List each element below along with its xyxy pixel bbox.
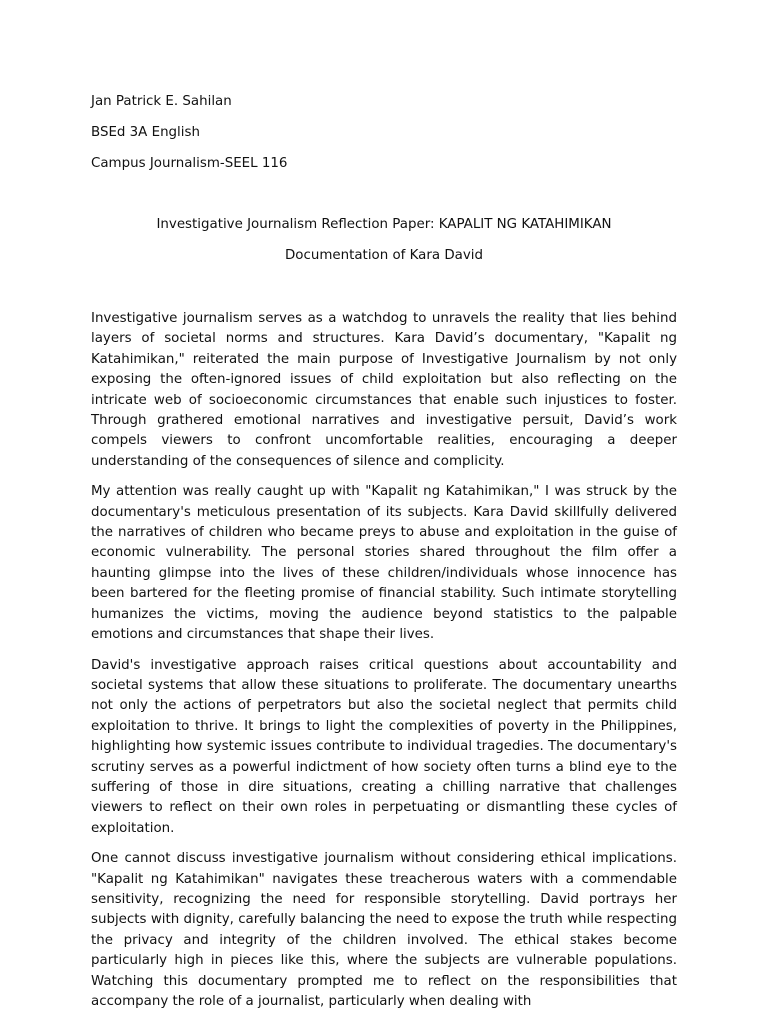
paragraph-1: Investigative journalism serves as a watchdog to unravels the reality that lies behind layers of societal norms and structures. Kara David’s documentary, "Kapalit ng Katahimikan," reiterated the main purpose of Investigative Journalism by not only exposing the often-ignored issues of child exploitation but also reflecting on the intricate web of socioeconomic circumstances that enable such injustices to foster. Through grathered emotional narratives and investigative persuit, David’s work compels viewers to confront uncomfortable realities, encouraging a deeper understanding of the consequences of silence and complicity. <box>91 311 677 469</box>
paragraph-2: My attention was really caught up with "Kapalit ng Katahimikan," I was struck by the documentary's meticulous presentation of its subjects. Kara David skillfully delivered the narratives of children who became preys to abuse and exploitation in the guise of economic vulnerability. The personal stories shared throughout the film offer a haunting glimpse into the lives of these children/individuals whose innocence has been bartered for the fleeting promise of financial stability. Such intimate storytelling humanizes the victims, moving the audience beyond statistics to the palpable emotions and circumstances that shape their lives. <box>91 484 677 643</box>
body-text <box>91 309 677 1009</box>
paragraph-4: One cannot discuss investigative journalism without considering ethical implications. "Kapalit ng Katahimikan" navigates these treacherous waters with a commendable sensitivity, recognizing the need for responsible storytelling. David portrays her subjects with dignity, carefully balancing the need to expose the truth while respecting the privacy and integrity of the children involved. The ethical stakes become particularly high in pieces like this, where the subjects are vulnerable populations. Watching this documentary prompted me to reflect on the responsibilities that accompany the role of a journalist, particularly when dealing with <box>91 851 677 1009</box>
author-header <box>91 94 287 187</box>
subject-code: Campus Journalism-SEEL 116 <box>91 156 288 171</box>
author-name: Jan Patrick E. Sahilan <box>91 94 232 109</box>
paragraph-3: David's investigative approach raises critical questions about accountability and societal systems that allow these situations to proliferate. The documentary unearths not only the actions of perpetrators but also the societal neglect that permits child exploitation to thrive. It brings to light the complexities of poverty in the Philippines, highlighting how systemic issues contribute to individual tragedies. The documentary's scrutiny serves as a powerful indictment of how society often turns a blind eye to the suffering of those in dire situations, creating a chilling narrative that challenges viewers to reflect on their own roles in perpetuating or dismantling these cycles of exploitation. <box>91 657 677 836</box>
paper-subtitle: Documentation of Kara David <box>284 248 484 263</box>
course-section: BSEd 3A English <box>91 125 200 140</box>
paper-title: Investigative Journalism Reflection Paper: KAPALIT NG KATAHIMIKAN <box>156 217 612 232</box>
